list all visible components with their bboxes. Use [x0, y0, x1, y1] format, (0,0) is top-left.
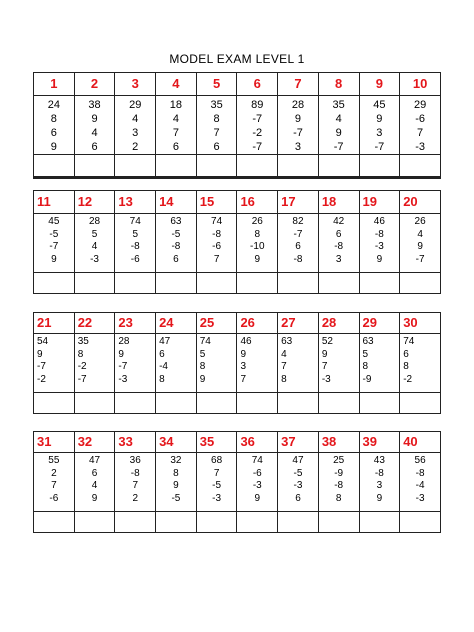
- operand-column: [115, 334, 156, 393]
- operand-value: 5: [91, 228, 98, 240]
- operand-value: 8: [50, 113, 57, 125]
- question-number: 14: [156, 191, 197, 214]
- question-number: 10: [400, 73, 441, 96]
- operand-value: -5: [49, 228, 59, 240]
- question-number: 4: [156, 73, 197, 96]
- operand-value: -8: [130, 467, 140, 479]
- question-number: 40: [400, 432, 441, 453]
- operand-value: 7: [213, 253, 220, 265]
- operand-value: 45: [48, 216, 60, 227]
- answer-box[interactable]: [74, 393, 115, 414]
- answer-row: [34, 273, 441, 294]
- operand-column: [196, 453, 237, 512]
- operand-value: 74: [129, 216, 141, 227]
- exam-block-3: [33, 312, 441, 414]
- operand-column: [400, 96, 441, 155]
- operand-value: 7: [281, 361, 287, 372]
- operand-column: [359, 334, 400, 393]
- operand-value: 24: [47, 99, 60, 111]
- operand-value: -4: [159, 361, 168, 372]
- answer-box[interactable]: [196, 273, 237, 294]
- operand-value: 3: [132, 127, 139, 139]
- operand-column: [318, 453, 359, 512]
- operand-value: 9: [173, 480, 179, 491]
- operand-value: 29: [413, 99, 427, 111]
- operand-value: 9: [321, 348, 328, 360]
- question-number: 35: [196, 432, 237, 453]
- operand-value: 2: [132, 492, 138, 504]
- question-number: 33: [115, 432, 156, 453]
- operand-column: [74, 96, 115, 155]
- operand-column: [196, 334, 237, 393]
- operand-value: 4: [91, 480, 98, 491]
- operand-value: -6: [49, 492, 59, 504]
- operand-value: -7: [118, 361, 128, 372]
- operand-value: 8: [199, 361, 206, 372]
- operand-value: 28: [291, 99, 305, 111]
- operands-row: [34, 214, 441, 273]
- operand-value: 9: [91, 492, 98, 504]
- operand-column: [34, 96, 75, 155]
- operand-value: 26: [414, 216, 426, 227]
- operand-value: 6: [335, 228, 342, 240]
- operand-value: 9: [376, 113, 383, 125]
- operand-value: -8: [334, 480, 344, 491]
- operands-row: [34, 334, 441, 393]
- operand-value: -7: [77, 373, 87, 385]
- operand-column: [278, 453, 319, 512]
- question-number: 13: [115, 191, 156, 214]
- operand-value: -2: [403, 373, 413, 385]
- operand-value: 46: [373, 216, 385, 227]
- operands-row: [34, 96, 441, 155]
- operand-value: 56: [414, 455, 426, 466]
- operand-value: 7: [321, 361, 328, 372]
- answer-box[interactable]: [156, 512, 197, 533]
- operand-value: 28: [88, 216, 101, 227]
- exam-block-2: [33, 190, 441, 294]
- operand-value: 74: [199, 336, 211, 347]
- operand-value: 35: [210, 99, 223, 111]
- question-number: 25: [196, 313, 237, 334]
- operand-value: -3: [252, 480, 262, 491]
- answer-box[interactable]: [115, 512, 156, 533]
- answer-box[interactable]: [359, 512, 400, 533]
- operand-column: [318, 96, 359, 155]
- operand-column: [400, 214, 441, 273]
- operand-value: -6: [212, 241, 222, 252]
- operand-value: -9: [362, 373, 372, 385]
- operand-column: [278, 334, 319, 393]
- question-number: 18: [318, 191, 359, 214]
- operand-value: 9: [376, 253, 383, 265]
- question-number-row: [34, 432, 441, 453]
- operand-value: -8: [415, 467, 425, 479]
- question-number: 9: [359, 73, 400, 96]
- operand-value: 74: [251, 455, 263, 466]
- answer-row: [34, 512, 441, 533]
- question-number: 6: [237, 73, 278, 96]
- question-number: 36: [237, 432, 278, 453]
- operand-value: -6: [415, 113, 425, 125]
- question-number: 29: [359, 313, 400, 334]
- operand-value: -5: [171, 492, 181, 504]
- operand-value: 7: [172, 127, 179, 139]
- question-number: 20: [400, 191, 441, 214]
- operand-value: 6: [172, 141, 179, 153]
- operand-value: 18: [169, 99, 183, 111]
- operand-value: 9: [254, 253, 261, 265]
- question-number: 12: [74, 191, 115, 214]
- question-number: 30: [400, 313, 441, 334]
- question-number: 3: [115, 73, 156, 96]
- question-number-row: [34, 73, 441, 96]
- operand-value: 4: [417, 228, 423, 240]
- question-number: 34: [156, 432, 197, 453]
- question-number: 39: [359, 432, 400, 453]
- answer-box[interactable]: [156, 273, 197, 294]
- answer-box[interactable]: [196, 155, 237, 178]
- operand-column: [359, 96, 400, 155]
- operand-value: -9: [334, 467, 344, 479]
- operand-column: [156, 453, 197, 512]
- operand-value: 6: [295, 241, 301, 252]
- operand-value: 3: [376, 480, 383, 491]
- answer-box[interactable]: [156, 393, 197, 414]
- operand-value: -7: [415, 253, 425, 265]
- operand-value: 8: [362, 361, 369, 372]
- answer-box[interactable]: [278, 155, 319, 178]
- operand-value: 7: [240, 373, 246, 385]
- operand-column: [359, 453, 400, 512]
- operand-value: -7: [293, 228, 303, 240]
- operand-value: -5: [293, 467, 303, 479]
- operand-value: 9: [254, 492, 261, 504]
- operand-value: -7: [374, 141, 385, 153]
- operand-value: 74: [403, 336, 415, 347]
- answer-box[interactable]: [34, 155, 75, 178]
- operand-value: 8: [335, 492, 342, 504]
- operand-value: 9: [240, 348, 246, 360]
- operand-value: 32: [170, 455, 182, 466]
- operand-value: -3: [118, 373, 128, 385]
- answer-box[interactable]: [400, 393, 441, 414]
- operand-column: [278, 214, 319, 273]
- operand-column: [74, 334, 115, 393]
- operand-value: 8: [281, 373, 287, 385]
- operand-value: -5: [171, 228, 181, 240]
- operand-value: 9: [50, 141, 57, 153]
- operand-value: 8: [213, 113, 220, 125]
- operand-column: [237, 334, 278, 393]
- question-number: 37: [278, 432, 319, 453]
- operand-value: 4: [91, 127, 98, 139]
- operand-value: 4: [335, 113, 342, 125]
- operand-column: [156, 96, 197, 155]
- operand-value: 3: [335, 253, 342, 265]
- answer-box[interactable]: [400, 155, 441, 178]
- operand-value: 89: [251, 99, 264, 111]
- answer-box[interactable]: [359, 273, 400, 294]
- operand-column: [34, 334, 75, 393]
- operand-value: 63: [362, 336, 374, 347]
- answer-box[interactable]: [34, 273, 75, 294]
- operand-value: 3: [240, 361, 246, 372]
- answer-box[interactable]: [34, 393, 75, 414]
- operand-column: [278, 96, 319, 155]
- operand-value: 9: [376, 492, 383, 504]
- operand-value: 3: [294, 141, 302, 153]
- operand-value: 4: [91, 241, 98, 252]
- operand-value: 6: [295, 492, 301, 504]
- answer-box[interactable]: [400, 273, 441, 294]
- operand-value: 43: [373, 455, 385, 466]
- operand-value: 7: [417, 127, 424, 139]
- operand-value: 35: [77, 336, 89, 347]
- operand-value: 46: [240, 336, 252, 347]
- operand-value: 7: [51, 480, 57, 491]
- operand-value: -2: [252, 127, 263, 139]
- operand-value: -3: [90, 253, 99, 265]
- question-number: 1: [34, 73, 75, 96]
- operand-value: 9: [294, 113, 302, 125]
- answer-box[interactable]: [237, 512, 278, 533]
- operand-value: 54: [37, 336, 49, 347]
- operand-value: -6: [252, 467, 262, 479]
- operand-column: [237, 96, 278, 155]
- answer-box[interactable]: [156, 155, 197, 178]
- operand-column: [400, 453, 441, 512]
- page-title: MODEL EXAM LEVEL 1: [169, 52, 305, 66]
- operand-value: -3: [415, 492, 425, 504]
- question-number: 17: [278, 191, 319, 214]
- answer-box[interactable]: [278, 393, 319, 414]
- answer-box[interactable]: [196, 393, 237, 414]
- operand-value: 6: [173, 253, 179, 265]
- operand-column: [156, 334, 197, 393]
- answer-box[interactable]: [400, 512, 441, 533]
- operand-column: [196, 96, 237, 155]
- answer-box[interactable]: [196, 512, 237, 533]
- answer-box[interactable]: [278, 512, 319, 533]
- operand-column: [115, 214, 156, 273]
- operand-value: 9: [91, 113, 98, 125]
- answer-box[interactable]: [115, 155, 156, 178]
- answer-box[interactable]: [318, 273, 359, 294]
- operand-value: -3: [415, 141, 425, 153]
- operand-value: 7: [213, 467, 220, 479]
- operand-value: 8: [159, 373, 165, 385]
- operand-value: 6: [91, 141, 98, 153]
- answer-box[interactable]: [318, 155, 359, 178]
- operands-row: [34, 453, 441, 512]
- operand-value: 29: [129, 99, 142, 111]
- operand-value: 6: [403, 348, 409, 360]
- operand-value: 7: [213, 127, 220, 139]
- operand-value: -5: [212, 480, 222, 491]
- operand-value: -8: [334, 241, 344, 252]
- question-number: 21: [34, 313, 75, 334]
- question-number-row: [34, 313, 441, 334]
- operand-value: 68: [211, 455, 223, 466]
- operand-value: 9: [335, 127, 342, 139]
- question-number: 2: [74, 73, 115, 96]
- operand-value: -8: [212, 228, 222, 240]
- operand-value: 7: [132, 480, 138, 491]
- operand-column: [400, 334, 441, 393]
- question-number: 5: [196, 73, 237, 96]
- operand-value: 36: [129, 455, 141, 466]
- operand-value: -8: [171, 241, 181, 252]
- operand-value: -7: [252, 113, 263, 125]
- operand-value: 82: [292, 216, 304, 227]
- operand-value: -3: [212, 492, 222, 504]
- operand-value: -8: [293, 253, 303, 265]
- answer-box[interactable]: [237, 155, 278, 178]
- answer-box[interactable]: [74, 155, 115, 178]
- operand-column: [156, 214, 197, 273]
- operand-column: [74, 453, 115, 512]
- question-number: 28: [318, 313, 359, 334]
- operand-value: -7: [37, 361, 46, 372]
- operand-value: -7: [49, 241, 59, 252]
- operand-value: 55: [48, 455, 60, 466]
- question-number: 27: [278, 313, 319, 334]
- operand-value: -8: [374, 467, 384, 479]
- answer-row: [34, 393, 441, 414]
- operand-column: [34, 453, 75, 512]
- operand-value: 8: [403, 361, 409, 372]
- question-number: 23: [115, 313, 156, 334]
- operand-value: 47: [88, 455, 101, 466]
- operand-value: 52: [321, 336, 333, 347]
- operand-value: 47: [159, 336, 171, 347]
- operand-value: -2: [77, 361, 87, 372]
- answer-box[interactable]: [359, 393, 400, 414]
- answer-row: [34, 155, 441, 178]
- operand-value: 6: [50, 127, 57, 139]
- operand-value: -10: [250, 241, 265, 252]
- exam-block-4: [33, 431, 441, 533]
- operand-value: -7: [293, 127, 303, 139]
- answer-box[interactable]: [278, 273, 319, 294]
- operand-column: [237, 453, 278, 512]
- question-number: 31: [34, 432, 75, 453]
- operand-value: -3: [374, 241, 384, 252]
- operand-value: 8: [173, 467, 179, 479]
- operand-value: -3: [321, 373, 331, 385]
- answer-box[interactable]: [74, 273, 115, 294]
- answer-box[interactable]: [237, 273, 278, 294]
- operand-value: 8: [254, 228, 261, 240]
- question-number: 38: [318, 432, 359, 453]
- question-number: 32: [74, 432, 115, 453]
- operand-column: [115, 453, 156, 512]
- operand-value: 9: [51, 253, 57, 265]
- operand-value: 9: [37, 348, 43, 360]
- operand-value: 63: [170, 216, 182, 227]
- question-number: 22: [74, 313, 115, 334]
- operand-value: 63: [281, 336, 293, 347]
- question-number: 16: [237, 191, 278, 214]
- exam-block-1: [33, 72, 441, 179]
- operand-value: -8: [130, 241, 140, 252]
- operand-value: 4: [281, 348, 287, 360]
- answer-box[interactable]: [34, 512, 75, 533]
- answer-box[interactable]: [359, 155, 400, 178]
- question-number: 26: [237, 313, 278, 334]
- operand-column: [237, 214, 278, 273]
- operand-value: 5: [132, 228, 138, 240]
- operand-value: -4: [415, 480, 425, 491]
- operand-value: 25: [333, 455, 345, 466]
- operand-value: -3: [293, 480, 303, 491]
- operand-value: -7: [333, 141, 344, 153]
- operand-value: 9: [199, 373, 206, 385]
- operand-column: [115, 96, 156, 155]
- question-number: 15: [196, 191, 237, 214]
- operand-value: 74: [211, 216, 223, 227]
- answer-box[interactable]: [318, 393, 359, 414]
- operand-value: 8: [77, 348, 84, 360]
- answer-box[interactable]: [115, 393, 156, 414]
- operand-value: 47: [292, 455, 304, 466]
- operand-column: [34, 214, 75, 273]
- operand-value: 2: [132, 141, 139, 153]
- operand-value: 42: [333, 216, 345, 227]
- operand-column: [318, 214, 359, 273]
- operand-value: 45: [373, 99, 386, 111]
- operand-value: 9: [118, 348, 124, 360]
- operand-value: 28: [118, 336, 130, 347]
- operand-value: 3: [376, 127, 383, 139]
- operand-column: [359, 214, 400, 273]
- operand-value: 38: [88, 99, 101, 111]
- operand-value: -8: [374, 228, 384, 240]
- operand-value: 4: [132, 113, 139, 125]
- operand-value: 4: [172, 113, 179, 125]
- question-number: 19: [359, 191, 400, 214]
- answer-box[interactable]: [115, 273, 156, 294]
- operand-value: 6: [213, 141, 220, 153]
- operand-column: [318, 334, 359, 393]
- operand-value: 6: [91, 467, 98, 479]
- operand-value: -2: [37, 373, 46, 385]
- operand-value: -7: [252, 141, 263, 153]
- question-number-row: [34, 191, 441, 214]
- question-number: 8: [318, 73, 359, 96]
- answer-box[interactable]: [318, 512, 359, 533]
- answer-box[interactable]: [237, 393, 278, 414]
- question-number: 24: [156, 313, 197, 334]
- operand-value: 5: [199, 348, 206, 360]
- operand-value: 35: [332, 99, 345, 111]
- operand-value: 9: [417, 241, 423, 252]
- operand-column: [74, 214, 115, 273]
- operand-column: [196, 214, 237, 273]
- operand-value: 6: [159, 348, 165, 360]
- question-number: 11: [34, 191, 75, 214]
- operand-value: 2: [51, 467, 57, 479]
- answer-box[interactable]: [74, 512, 115, 533]
- question-number: 7: [278, 73, 319, 96]
- operand-value: 26: [251, 216, 263, 227]
- operand-value: 5: [362, 348, 369, 360]
- operand-value: -6: [130, 253, 140, 265]
